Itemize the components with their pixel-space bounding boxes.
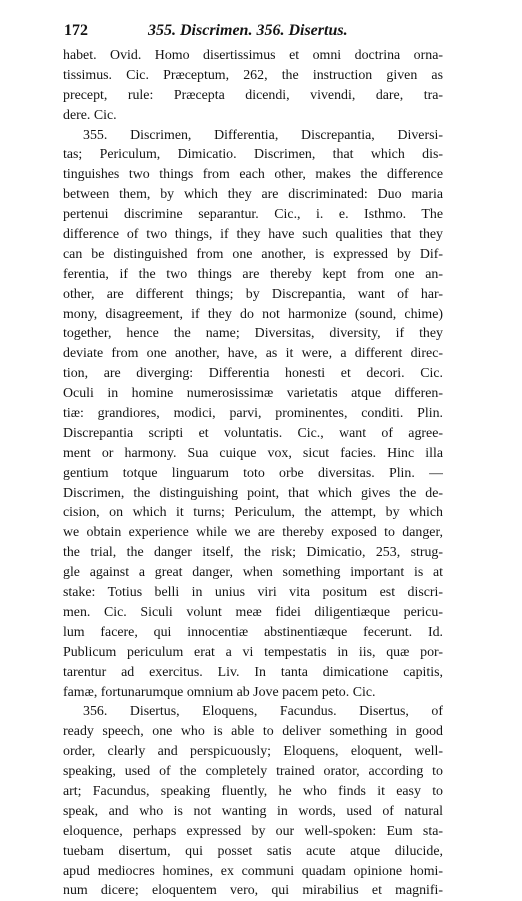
text-line: stake: Totius belli in unius viri vita positum est discri- (63, 585, 443, 601)
section-355-heading: 355. Discrimen, Differentia, Discrepantia, Diversi- (83, 127, 443, 143)
text-line: difference of two things, if they have such qualities that they (63, 227, 443, 243)
text-line: together, hence the name; Diversitas, diversity, if they (63, 326, 443, 342)
text-line: famæ, fortunarumque omnium ab Jove pacem peto. Cic. (63, 684, 376, 700)
text-line: the trial, the danger itself, the risk; Dimicatio, 253, strug- (63, 545, 443, 561)
text-line: ferentia, if the two things are thereby kept from one an- (63, 266, 443, 282)
text-line: tuebam disertum, qui posset satis acute atque dilucide, (63, 843, 443, 859)
text-line: cision, on which it turns; Periculum, the attempt, by which (63, 505, 443, 521)
text-line: other, are different things; by Discrepantia, want of har- (63, 286, 443, 302)
text-line: Discrimen, the distinguishing point, that which gives the de- (63, 485, 443, 501)
text-line: ment or harmony. Sua cuique vox, sicut facies. Hinc illa (63, 445, 443, 461)
body-text (63, 46, 443, 901)
text-line: tion, are diverging: Differentia honesti et decori. Cic. (63, 366, 443, 382)
section-356-heading: 356. Disertus, Eloquens, Facundus. Disertus, of (83, 704, 443, 720)
text-line: between them, by which they are discriminated: Duo maria (63, 187, 443, 203)
text-line: gentium totque linguarum toto orbe diversitas. Plin. — (63, 465, 443, 481)
text-line: mony, disagreement, if they do not harmonize (sound, chime) (63, 306, 443, 322)
text-line: ready speech, one who is able to deliver something in good (63, 724, 443, 740)
text-line: tinguishes two things from each other, makes the difference (63, 167, 443, 183)
running-title: 355. Discrimen. 356. Disertus. (148, 22, 348, 39)
text-line: can be distinguished from one another, is expressed by Dif- (63, 246, 443, 262)
text-line: tiæ: grandiores, modici, parvi, prominentes, conditi. Plin. (63, 406, 443, 422)
text-line: eloquence, perhaps expressed by our well-spoken: Eum sta- (63, 823, 443, 839)
page-header (64, 22, 444, 42)
text-line: lum facere, qui innocentiæ abstinentiæque fecerunt. Id. (63, 624, 443, 640)
text-line: speaking, used of the completely trained orator, according to (63, 764, 443, 780)
text-line: dere. Cic. (63, 107, 117, 123)
text-line: men. Cic. Siculi volunt meæ fidei diligentiæque pericu- (63, 604, 443, 620)
text-line: Discrepantia scripti et voluntatis. Cic., want of agree- (63, 425, 443, 441)
text-line: tissimus. Cic. Præceptum, 262, the instruction given as (63, 67, 443, 83)
text-line: tarentur ad exercitus. Liv. In tanta dimicatione capitis, (63, 664, 443, 680)
text-line: pertenui discrimine separantur. Cic., i. e. Isthmo. The (63, 207, 443, 223)
text-line: precept, rule: Præcepta dicendi, vivendi, dare, tra- (63, 87, 443, 103)
text-line: habet. Ovid. Homo disertissimus et omni doctrina orna- (63, 48, 443, 63)
text-line: apud mediocres homines, ex communi quadam opinione homi- (63, 863, 443, 879)
page-number: 172 (64, 22, 88, 39)
text-line: order, clearly and perspicuously; Eloquens, eloquent, well- (63, 744, 443, 760)
text-line: gle against a great danger, when something important is at (63, 565, 443, 581)
text-line: art; Facundus, speaking fluently, he who finds it easy to (63, 783, 443, 799)
text-line: we obtain experience while we are thereby exposed to danger, (63, 525, 443, 541)
text-line: Oculi in homine numerosissimæ varietatis atque differen- (63, 386, 443, 402)
text-line: tas; Periculum, Dimicatio. Discrimen, that which dis- (63, 147, 443, 163)
text-line: speak, and who is not wanting in words, used of natural (63, 803, 443, 819)
text-line: num dicere; eloquentem vero, qui mirabilius et magnifi- (63, 883, 443, 899)
text-line: deviate from one another, have, as it were, a different direc- (63, 346, 443, 362)
text-line: Publicum periculum erat a vi tempestatis in iis, quæ por- (63, 644, 443, 660)
